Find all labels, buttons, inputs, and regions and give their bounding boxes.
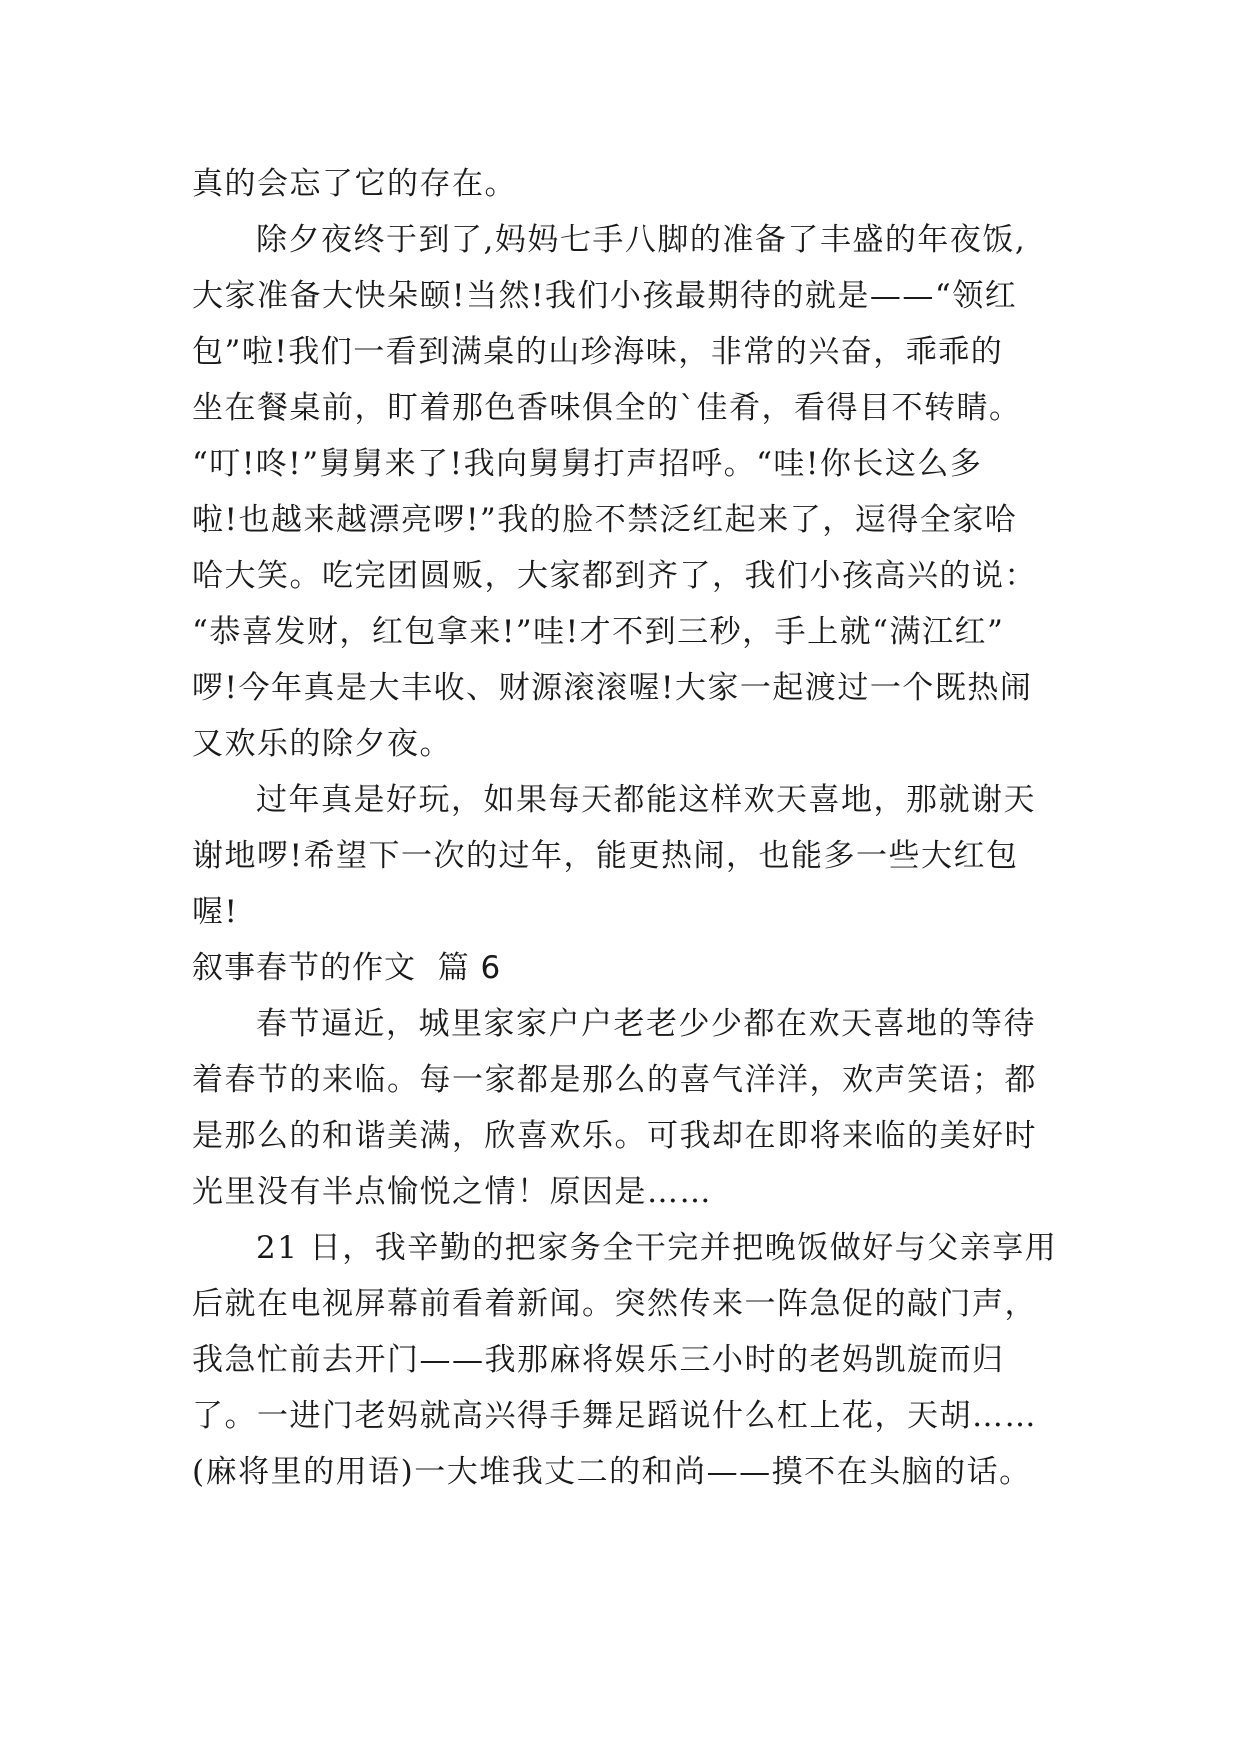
- text-line: 着春节的来临。每一家都是那么的喜气洋洋，欢声笑语；都: [192, 1062, 1037, 1098]
- text-line: 包”啦!我们一看到满桌的山珍海味，非常的兴奋，乖乖的: [192, 334, 1004, 370]
- text-line: 谢地啰!希望下一次的过年，能更热闹，也能多一些大红包: [192, 838, 1019, 874]
- text-line: 21 日，我辛勤的把家务全干完并把晚饭做好与父亲享用: [256, 1230, 1058, 1266]
- text-line: 后就在电视屏幕前看着新闻。突然传来一阵急促的敲门声，: [192, 1286, 1037, 1322]
- text-line: “恭喜发财，红包拿来!”哇!才不到三秒，手上就“满江红”: [192, 614, 1005, 650]
- text-line: 啰!今年真是大丰收、财源滚滚喔!大家一起渡过一个既热闹: [192, 670, 1033, 706]
- text-line: 我急忙前去开门——我那麻将娱乐三小时的老妈凯旋而归: [192, 1342, 1005, 1378]
- text-line: 哈大笑。吃完团圆贩，大家都到齐了，我们小孩高兴的说：: [192, 558, 1037, 594]
- text-line: 喔!: [192, 894, 239, 930]
- text-line: 春节逼近，城里家家户户老老少少都在欢天喜地的等待: [256, 1006, 1036, 1042]
- text-line: 坐在餐桌前，盯着那色香味俱全的`佳肴，看得目不转睛。: [192, 390, 1022, 426]
- text-line: 了。一进门老妈就高兴得手舞足蹈说什么杠上花，天胡……: [192, 1398, 1037, 1434]
- text-line: 光里没有半点愉悦之情！原因是……: [192, 1174, 712, 1210]
- text-line: 啦!也越来越漂亮啰!”我的脸不禁泛红起来了，逗得全家哈: [192, 502, 1018, 538]
- text-line: 过年真是好玩，如果每天都能这样欢天喜地，那就谢天: [256, 782, 1036, 818]
- text-line: “叮!咚!”舅舅来了!我向舅舅打声招呼。“哇!你长这么多: [192, 446, 983, 482]
- text-line: 又欢乐的除夕夜。: [192, 726, 452, 762]
- text-line: 真的会忘了它的存在。: [192, 166, 517, 202]
- text-line: 大家准备大快朵颐!当然!我们小孩最期待的就是——“领红: [192, 278, 1018, 314]
- text-line: 是那么的和谐美满，欣喜欢乐。可我却在即将来临的美好时: [192, 1118, 1037, 1154]
- text-line: 除夕夜终于到了,妈妈七手八脚的准备了丰盛的年夜饭,: [256, 222, 1027, 258]
- text-line: (麻将里的用语)一大堆我丈二的和尚——摸不在头脑的话。: [192, 1454, 1032, 1490]
- section-heading: 叙事春节的作文 篇 6: [192, 950, 502, 986]
